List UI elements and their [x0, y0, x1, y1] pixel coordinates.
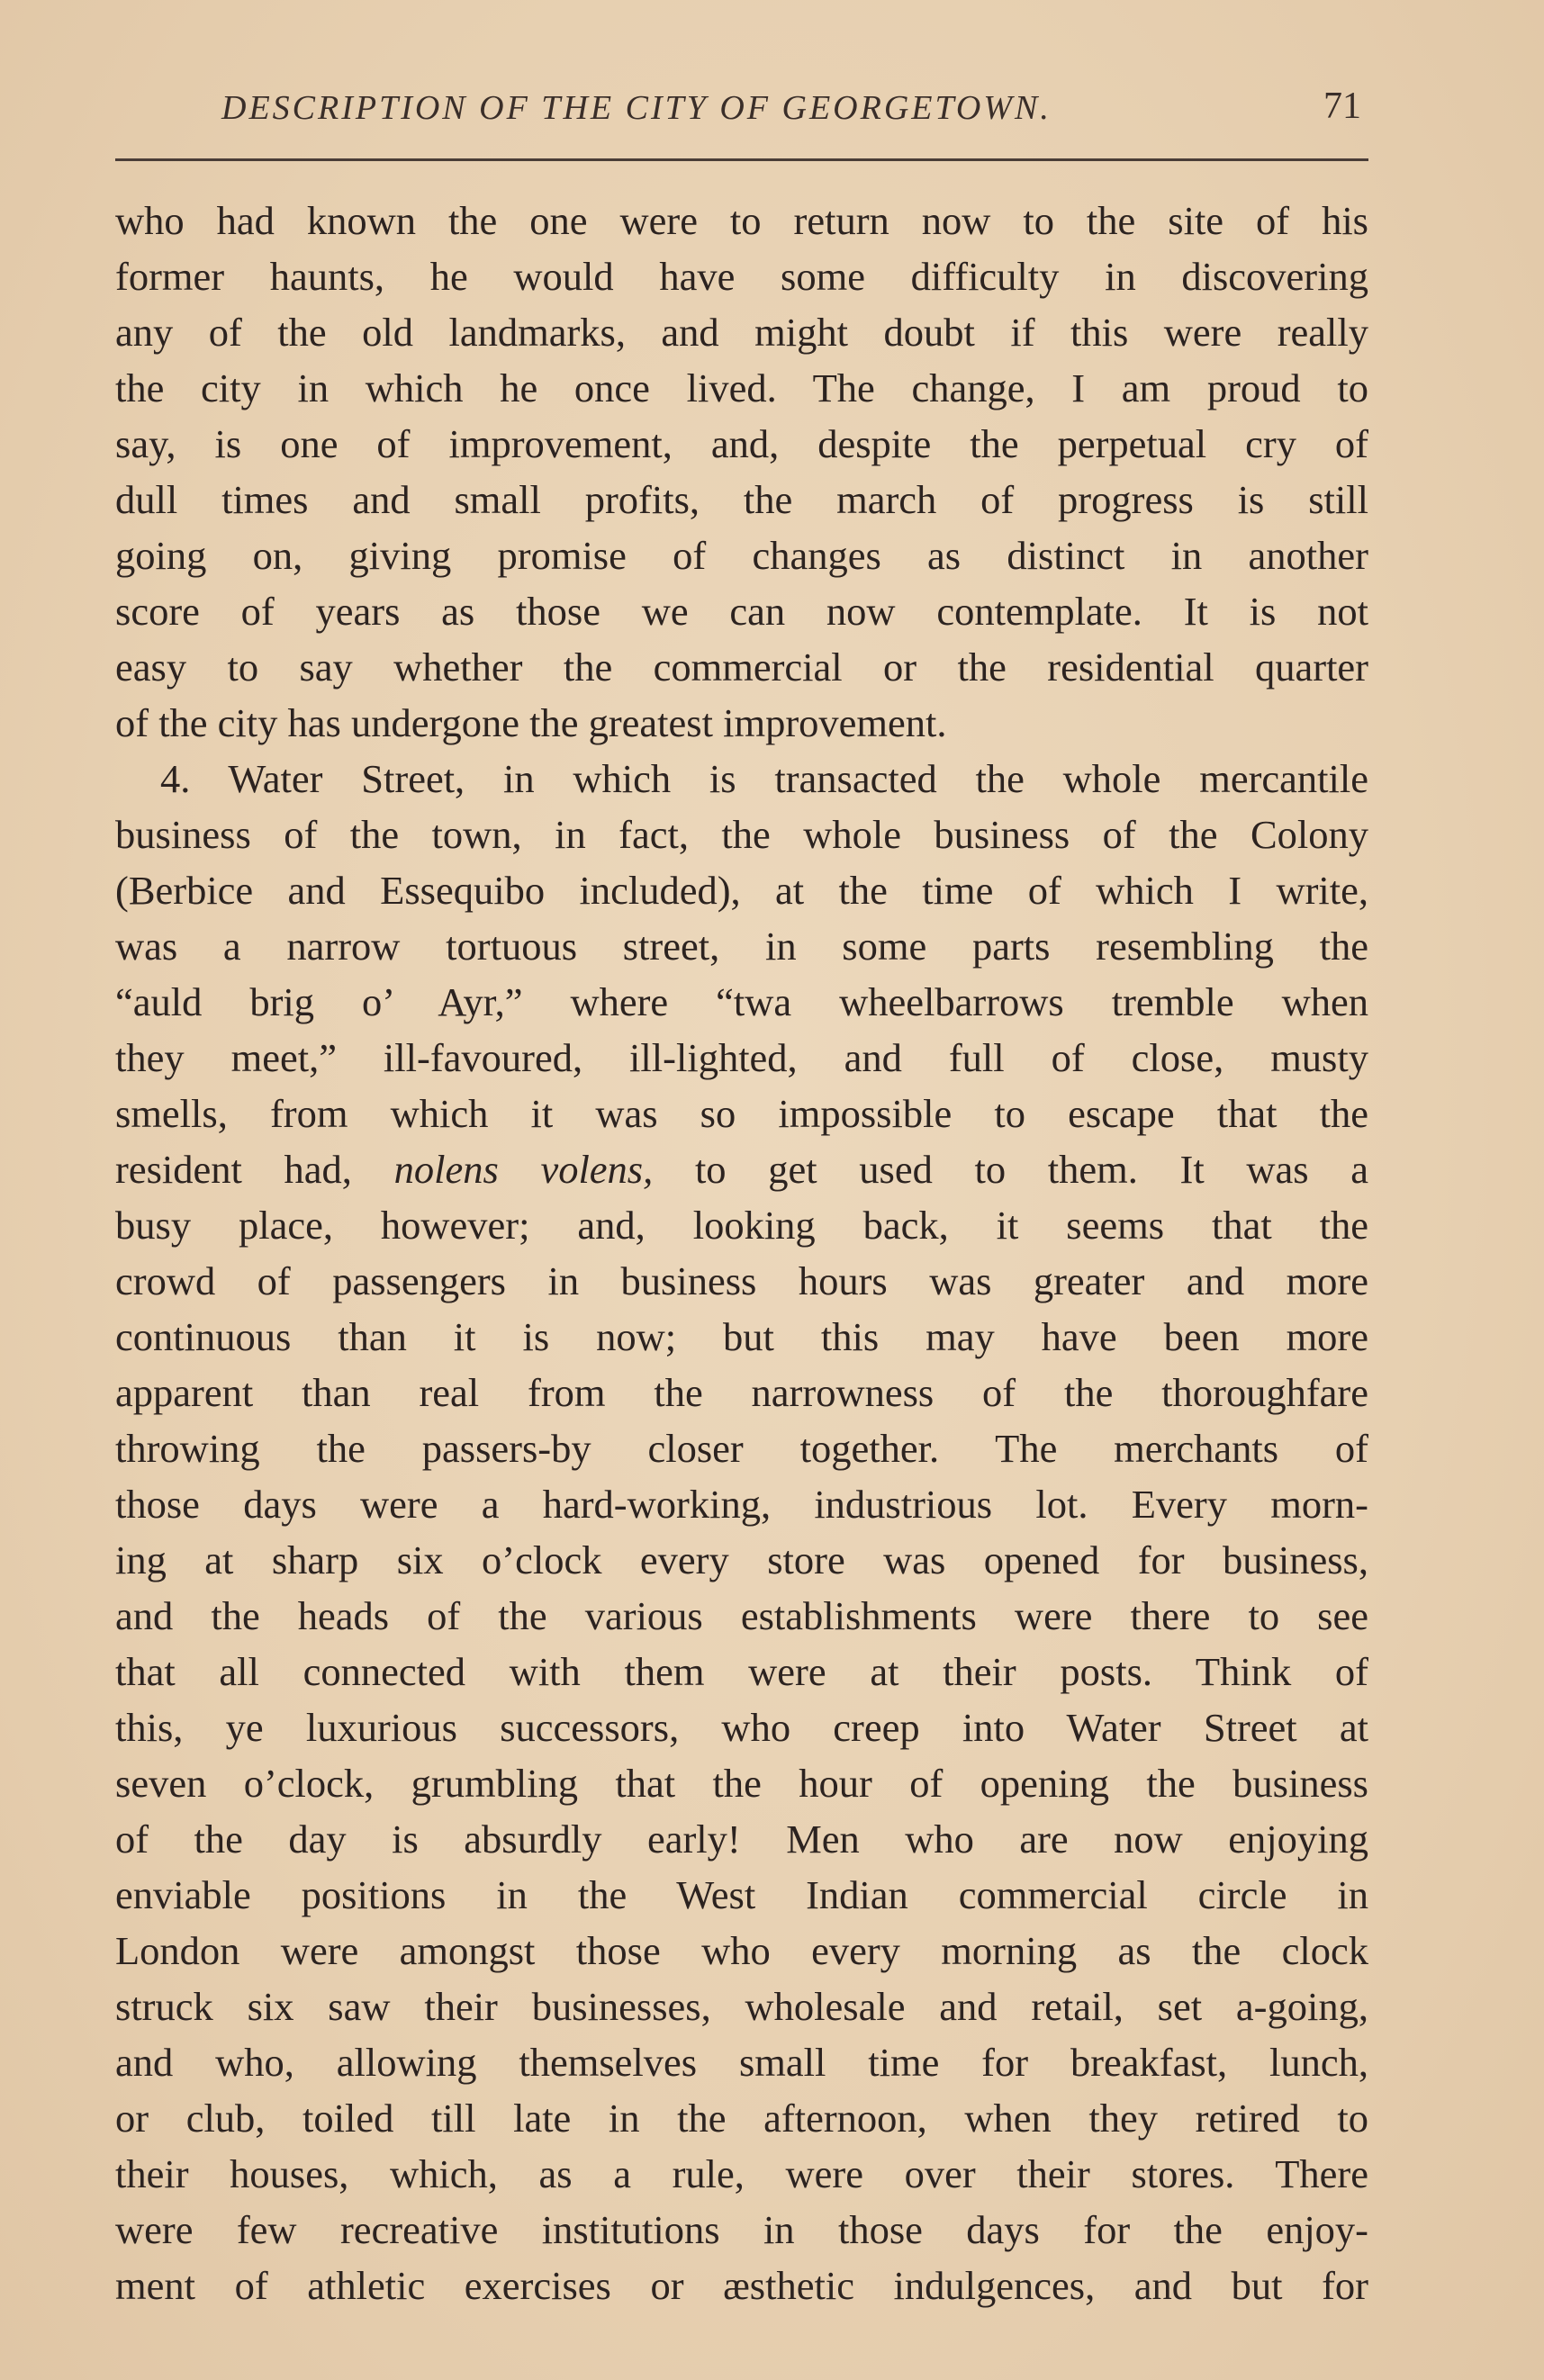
paragraph-end-line: of the city has undergone the greatest improvement.	[115, 700, 947, 745]
text-line: ment of athletic exercises or æsthetic indulgences, and but for	[115, 2263, 1368, 2308]
text-line: they meet,” ill-favoured, ill-lighted, and full of close, musty	[115, 1035, 1368, 1080]
text-line: “auld brig o’ Ayr,” where “twa wheelbarrows tremble when	[115, 979, 1368, 1024]
text-line: ing at sharp six o’clock every store was opened for business,	[115, 1537, 1368, 1582]
page-number: 71	[1323, 86, 1361, 127]
text-line: any of the old landmarks, and might doubt if this were really	[115, 310, 1368, 355]
running-title: DESCRIPTION OF THE CITY OF GEORGETOWN.	[221, 89, 1052, 127]
text-line: who had known the one were to return now to the site of his	[115, 198, 1368, 243]
text-line: seven o’clock, grumbling that the hour of opening the business	[115, 1761, 1368, 1806]
text-line: and the heads of the various establishments were there to see	[115, 1593, 1368, 1638]
text-line: busy place, however; and, looking back, it seems that the	[115, 1203, 1368, 1248]
text-line: score of years as those we can now contemplate. It is not	[115, 589, 1368, 634]
text-line: that all connected with them were at their posts. Think of	[115, 1649, 1368, 1694]
text-line: going on, giving promise of changes as distinct in another	[115, 533, 1368, 578]
text-segment: resident had,	[115, 1147, 352, 1192]
text-line: (Berbice and Essequibo included), at the time of which I write,	[115, 868, 1368, 913]
text-line: smells, from which it was so impossible to escape that the	[115, 1091, 1368, 1136]
text-line: crowd of passengers in business hours was greater and more	[115, 1258, 1368, 1303]
running-head	[115, 83, 1368, 146]
header-rule	[115, 158, 1368, 161]
text-line: their houses, which, as a rule, were over their stores. There	[115, 2151, 1368, 2196]
text-line: was a narrow tortuous street, in some parts resembling the	[115, 924, 1368, 969]
text-line: enviable positions in the West Indian commercial circle in	[115, 1872, 1368, 1917]
text-line: continuous than it is now; but this may have been more	[115, 1314, 1368, 1359]
text-line: throwing the passers-by closer together. The merchants of	[115, 1426, 1368, 1471]
text-segment: to get used to them. It was a	[694, 1147, 1368, 1192]
italic-phrase: nolens volens,	[393, 1147, 654, 1192]
text-line: the city in which he once lived. The change, I am proud to	[115, 365, 1368, 410]
text-line: were few recreative institutions in those days for the enjoy-	[115, 2207, 1368, 2252]
text-line: those days were a hard-working, industrious lot. Every morn-	[115, 1482, 1368, 1527]
text-line: apparent than real from the narrowness of the thoroughfare	[115, 1370, 1368, 1415]
text-line: and who, allowing themselves small time for breakfast, lunch,	[115, 2040, 1368, 2085]
text-line: London were amongst those who every morning as the clock	[115, 1928, 1368, 1973]
text-line: or club, toiled till late in the afternoon, when they retired to	[115, 2096, 1368, 2141]
text-line: former haunts, he would have some difficulty in discovering	[115, 254, 1368, 299]
text-line: dull times and small profits, the march of progress is still	[115, 477, 1368, 522]
body-text	[115, 193, 1368, 2313]
text-line: easy to say whether the commercial or the residential quarter	[115, 645, 1368, 690]
paragraph-start-line: 4. Water Street, in which is transacted the whole mercantile	[160, 756, 1368, 801]
text-line: struck six saw their businesses, wholesale and retail, set a-going,	[115, 1984, 1368, 2029]
text-line: business of the town, in fact, the whole business of the Colony	[115, 812, 1368, 857]
text-line: of the day is absurdly early! Men who are now enjoying	[115, 1817, 1368, 1862]
text-line: say, is one of improvement, and, despite the perpetual cry of	[115, 421, 1368, 466]
text-line-with-italic	[115, 1141, 1368, 1197]
text-line: this, ye luxurious successors, who creep into Water Street at	[115, 1705, 1368, 1750]
